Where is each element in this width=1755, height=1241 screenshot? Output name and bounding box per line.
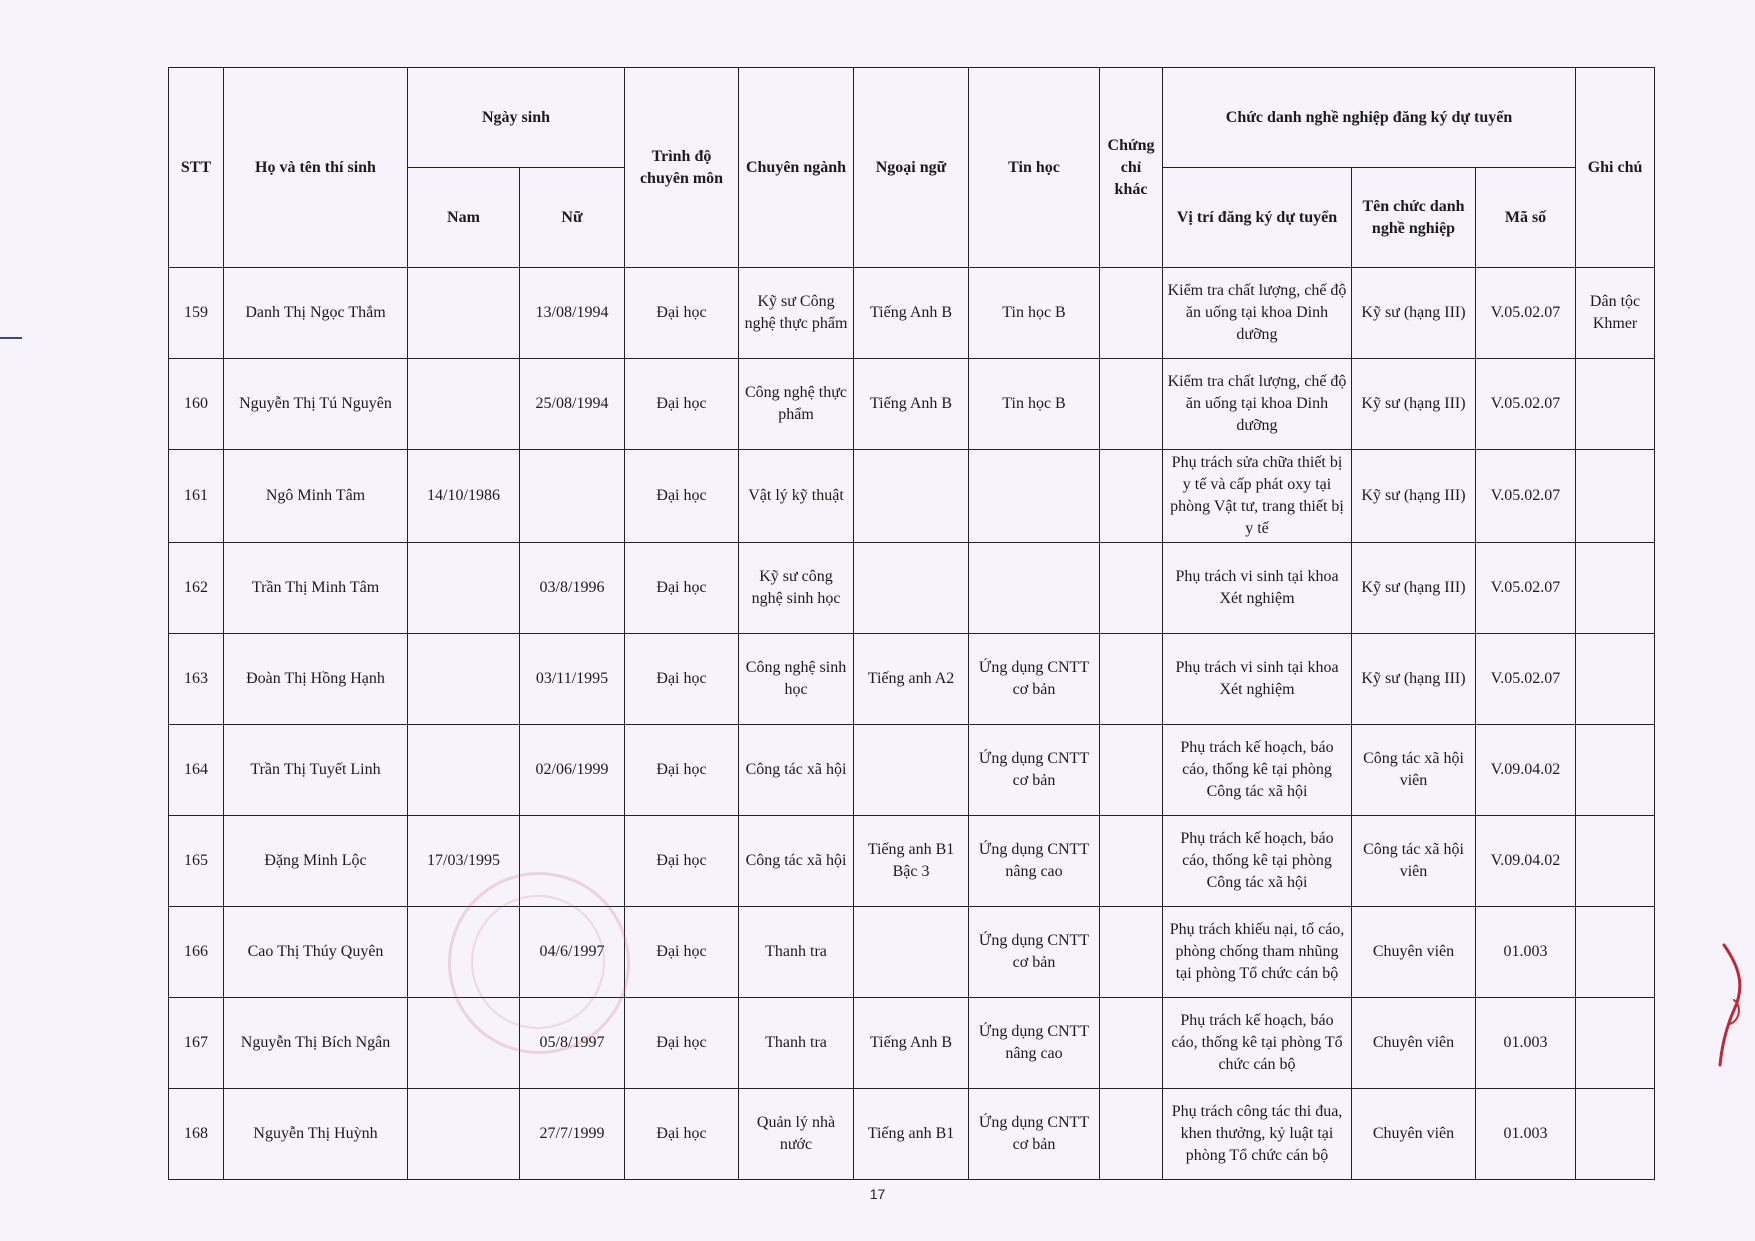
cell-position: Phụ trách sửa chữa thiết bị y tế và cấp phát oxy tại phòng Vật tư, trang thiết bị y tế — [1163, 450, 1352, 543]
cell-qualification: Đại học — [625, 268, 739, 359]
cell-stt: 160 — [169, 359, 224, 450]
table-row — [169, 359, 1655, 450]
cell-full-name: Trần Thị Minh Tâm — [224, 543, 408, 634]
table-row — [169, 543, 1655, 634]
cell-position: Phụ trách kế hoạch, báo cáo, thống kê tại phòng Công tác xã hội — [1163, 816, 1352, 907]
cell-qualification: Đại học — [625, 725, 739, 816]
header-male: Nam — [408, 168, 520, 268]
cell-it-skill: Ứng dụng CNTT cơ bản — [969, 725, 1100, 816]
cell-notes — [1576, 998, 1655, 1089]
cell-birth-female: 25/08/1994 — [520, 359, 625, 450]
cell-full-name: Danh Thị Ngọc Thắm — [224, 268, 408, 359]
cell-notes — [1576, 359, 1655, 450]
cell-notes — [1576, 816, 1655, 907]
cell-position: Phụ trách vi sinh tại khoa Xét nghiệm — [1163, 543, 1352, 634]
cell-birth-male — [408, 907, 520, 998]
header-birth-date: Ngày sinh — [408, 68, 625, 168]
cell-foreign-language: Tiếng Anh B — [854, 268, 969, 359]
cell-stt: 159 — [169, 268, 224, 359]
header-code: Mã số — [1476, 168, 1576, 268]
cell-major: Công tác xã hội — [739, 725, 854, 816]
cell-title-name: Công tác xã hội viên — [1352, 725, 1476, 816]
cell-notes — [1576, 543, 1655, 634]
cell-code: 01.003 — [1476, 1089, 1576, 1180]
cell-other-certificates — [1100, 359, 1163, 450]
cell-notes: Dân tộc Khmer — [1576, 268, 1655, 359]
cell-other-certificates — [1100, 998, 1163, 1089]
cell-position: Kiểm tra chất lượng, chế độ ăn uống tại khoa Dinh dưỡng — [1163, 268, 1352, 359]
cell-foreign-language: Tiếng anh B1 — [854, 1089, 969, 1180]
cell-birth-female: 27/7/1999 — [520, 1089, 625, 1180]
cell-qualification: Đại học — [625, 359, 739, 450]
cell-birth-male — [408, 1089, 520, 1180]
cell-major: Thanh tra — [739, 998, 854, 1089]
cell-stt: 168 — [169, 1089, 224, 1180]
cell-code: V.09.04.02 — [1476, 816, 1576, 907]
cell-other-certificates — [1100, 268, 1163, 359]
header-notes: Ghi chú — [1576, 68, 1655, 268]
cell-birth-female: 02/06/1999 — [520, 725, 625, 816]
cell-birth-male — [408, 998, 520, 1089]
cell-major: Kỹ sư Công nghệ thực phẩm — [739, 268, 854, 359]
cell-other-certificates — [1100, 1089, 1163, 1180]
cell-other-certificates — [1100, 450, 1163, 543]
table-row — [169, 450, 1655, 543]
page-number: 17 — [869, 1186, 886, 1202]
header-stt: STT — [169, 68, 224, 268]
cell-birth-male — [408, 634, 520, 725]
cell-foreign-language: Tiếng anh B1 Bậc 3 — [854, 816, 969, 907]
cell-foreign-language — [854, 725, 969, 816]
cell-title-name: Kỹ sư (hạng III) — [1352, 543, 1476, 634]
cell-position: Phụ trách khiếu nại, tố cáo, phòng chống tham nhũng tại phòng Tổ chức cán bộ — [1163, 907, 1352, 998]
cell-it-skill: Tin học B — [969, 268, 1100, 359]
cell-code: V.05.02.07 — [1476, 450, 1576, 543]
cell-birth-male: 17/03/1995 — [408, 816, 520, 907]
cell-major: Kỹ sư công nghệ sinh học — [739, 543, 854, 634]
cell-position: Phụ trách kế hoạch, báo cáo, thống kê tại phòng Tổ chức cán bộ — [1163, 998, 1352, 1089]
cell-notes — [1576, 907, 1655, 998]
margin-tick-mark — [0, 337, 22, 339]
cell-position: Phụ trách vi sinh tại khoa Xét nghiệm — [1163, 634, 1352, 725]
cell-foreign-language — [854, 450, 969, 543]
cell-foreign-language — [854, 543, 969, 634]
cell-stt: 165 — [169, 816, 224, 907]
cell-stt: 162 — [169, 543, 224, 634]
header-qualification: Trình độ chuyên môn — [625, 68, 739, 268]
cell-qualification: Đại học — [625, 543, 739, 634]
cell-birth-male — [408, 268, 520, 359]
cell-major: Vật lý kỹ thuật — [739, 450, 854, 543]
cell-it-skill: Tin học B — [969, 359, 1100, 450]
header-major: Chuyên ngành — [739, 68, 854, 268]
cell-code: V.05.02.07 — [1476, 359, 1576, 450]
cell-full-name: Trần Thị Tuyết Linh — [224, 725, 408, 816]
cell-it-skill: Ứng dụng CNTT cơ bản — [969, 1089, 1100, 1180]
cell-full-name: Nguyễn Thị Bích Ngân — [224, 998, 408, 1089]
cell-qualification: Đại học — [625, 634, 739, 725]
table-row — [169, 725, 1655, 816]
cell-birth-male — [408, 725, 520, 816]
cell-birth-female: 04/6/1997 — [520, 907, 625, 998]
cell-it-skill: Ứng dụng CNTT cơ bản — [969, 634, 1100, 725]
cell-major: Thanh tra — [739, 907, 854, 998]
cell-full-name: Ngô Minh Tâm — [224, 450, 408, 543]
cell-foreign-language — [854, 907, 969, 998]
header-it-skill: Tin học — [969, 68, 1100, 268]
cell-birth-female: 03/8/1996 — [520, 543, 625, 634]
cell-title-name: Chuyên viên — [1352, 907, 1476, 998]
cell-stt: 166 — [169, 907, 224, 998]
header-other-certificates: Chứng chỉ khác — [1100, 68, 1163, 268]
table-row — [169, 268, 1655, 359]
cell-full-name: Nguyễn Thị Huỳnh — [224, 1089, 408, 1180]
table-body — [169, 268, 1655, 1180]
cell-birth-male — [408, 359, 520, 450]
cell-stt: 163 — [169, 634, 224, 725]
cell-notes — [1576, 450, 1655, 543]
cell-code: V.05.02.07 — [1476, 634, 1576, 725]
cell-foreign-language: Tiếng Anh B — [854, 359, 969, 450]
cell-it-skill: Ứng dụng CNTT nâng cao — [969, 998, 1100, 1089]
header-title-name: Tên chức danh nghề nghiệp — [1352, 168, 1476, 268]
cell-stt: 161 — [169, 450, 224, 543]
header-professional-title: Chức danh nghề nghiệp đăng ký dự tuyển — [1163, 68, 1576, 168]
cell-notes — [1576, 725, 1655, 816]
cell-major: Công nghệ sinh học — [739, 634, 854, 725]
cell-title-name: Kỹ sư (hạng III) — [1352, 634, 1476, 725]
cell-it-skill — [969, 543, 1100, 634]
cell-stt: 167 — [169, 998, 224, 1089]
cell-title-name: Kỹ sư (hạng III) — [1352, 359, 1476, 450]
cell-it-skill: Ứng dụng CNTT nâng cao — [969, 816, 1100, 907]
cell-qualification: Đại học — [625, 450, 739, 543]
cell-position: Kiểm tra chất lượng, chế độ ăn uống tại khoa Dinh dưỡng — [1163, 359, 1352, 450]
cell-other-certificates — [1100, 725, 1163, 816]
cell-code: 01.003 — [1476, 998, 1576, 1089]
candidate-table — [168, 67, 1655, 1180]
cell-code: 01.003 — [1476, 907, 1576, 998]
cell-qualification: Đại học — [625, 907, 739, 998]
cell-full-name: Nguyễn Thị Tú Nguyên — [224, 359, 408, 450]
cell-full-name: Cao Thị Thúy Quyên — [224, 907, 408, 998]
cell-qualification: Đại học — [625, 1089, 739, 1180]
cell-notes — [1576, 634, 1655, 725]
cell-it-skill — [969, 450, 1100, 543]
cell-qualification: Đại học — [625, 998, 739, 1089]
cell-birth-male — [408, 543, 520, 634]
cell-birth-female: 05/8/1997 — [520, 998, 625, 1089]
cell-position: Phụ trách công tác thi đua, khen thưởng, kỷ luật tại phòng Tổ chức cán bộ — [1163, 1089, 1352, 1180]
table-row — [169, 998, 1655, 1089]
cell-foreign-language: Tiếng Anh B — [854, 998, 969, 1089]
cell-birth-female — [520, 450, 625, 543]
cell-notes — [1576, 1089, 1655, 1180]
signature-mark — [1716, 940, 1752, 1070]
header-female: Nữ — [520, 168, 625, 268]
cell-birth-male: 14/10/1986 — [408, 450, 520, 543]
table-row — [169, 1089, 1655, 1180]
table-row — [169, 634, 1655, 725]
cell-title-name: Chuyên viên — [1352, 1089, 1476, 1180]
cell-major: Công nghệ thực phẩm — [739, 359, 854, 450]
cell-position: Phụ trách kế hoạch, báo cáo, thống kê tại phòng Công tác xã hội — [1163, 725, 1352, 816]
cell-code: V.05.02.07 — [1476, 543, 1576, 634]
cell-birth-female: 03/11/1995 — [520, 634, 625, 725]
cell-title-name: Kỹ sư (hạng III) — [1352, 268, 1476, 359]
cell-major: Quản lý nhà nước — [739, 1089, 854, 1180]
cell-code: V.05.02.07 — [1476, 268, 1576, 359]
cell-it-skill: Ứng dụng CNTT cơ bản — [969, 907, 1100, 998]
header-full-name: Họ và tên thí sinh — [224, 68, 408, 268]
header-foreign-language: Ngoại ngữ — [854, 68, 969, 268]
cell-other-certificates — [1100, 543, 1163, 634]
cell-birth-female — [520, 816, 625, 907]
cell-major: Công tác xã hội — [739, 816, 854, 907]
cell-code: V.09.04.02 — [1476, 725, 1576, 816]
cell-foreign-language: Tiếng anh A2 — [854, 634, 969, 725]
cell-qualification: Đại học — [625, 816, 739, 907]
cell-other-certificates — [1100, 816, 1163, 907]
cell-full-name: Đặng Minh Lộc — [224, 816, 408, 907]
header-position: Vị trí đăng ký dự tuyển — [1163, 168, 1352, 268]
cell-title-name: Kỹ sư (hạng III) — [1352, 450, 1476, 543]
cell-title-name: Công tác xã hội viên — [1352, 816, 1476, 907]
table-row — [169, 816, 1655, 907]
cell-other-certificates — [1100, 634, 1163, 725]
cell-other-certificates — [1100, 907, 1163, 998]
table-row — [169, 907, 1655, 998]
cell-title-name: Chuyên viên — [1352, 998, 1476, 1089]
cell-full-name: Đoàn Thị Hồng Hạnh — [224, 634, 408, 725]
table-header — [169, 68, 1655, 268]
cell-birth-female: 13/08/1994 — [520, 268, 625, 359]
cell-stt: 164 — [169, 725, 224, 816]
